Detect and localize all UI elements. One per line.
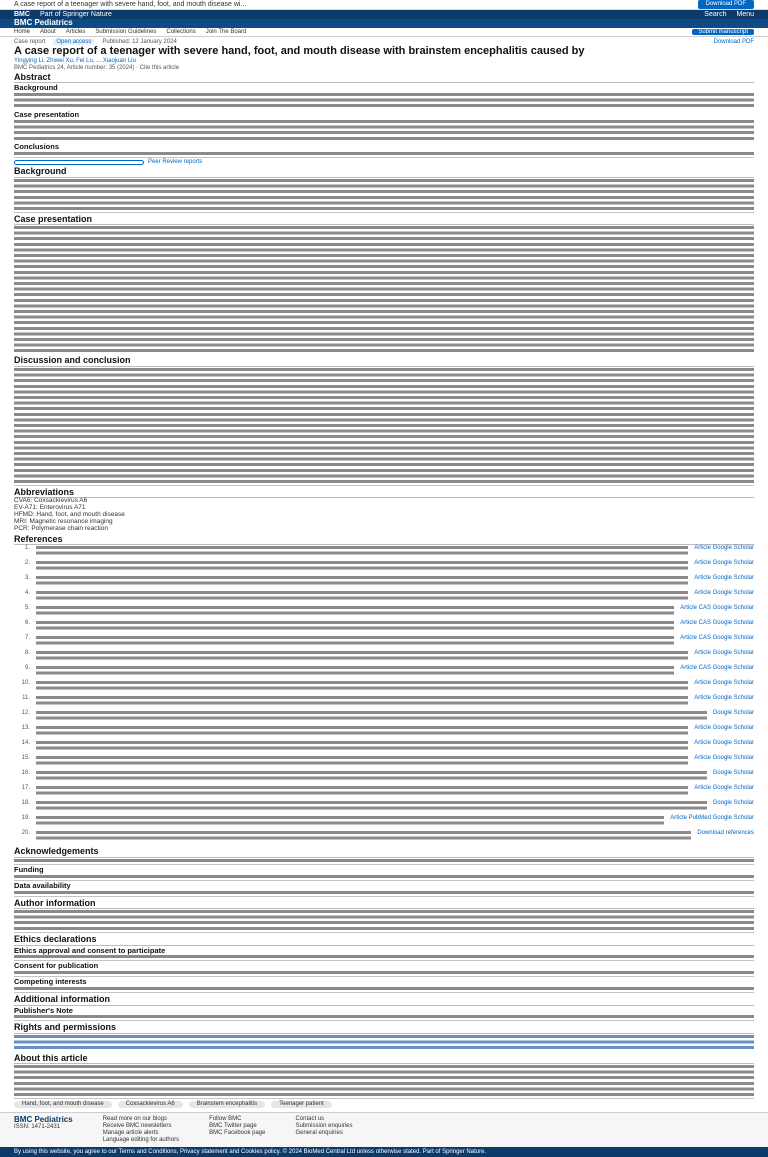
reference-item	[14, 560, 754, 575]
reference-links[interactable]: Google Scholar	[712, 710, 754, 717]
article-short-title: A case report of a teenager with severe hand, foot, and mouth disease wi...	[14, 0, 247, 8]
reference-links[interactable]: Article Google Scholar	[694, 590, 754, 597]
reference-links[interactable]: Article Google Scholar	[694, 695, 754, 702]
references-heading: References	[14, 535, 754, 545]
reference-text	[36, 681, 688, 692]
springer-nature-link[interactable]: Part of Springer Nature	[39, 10, 112, 18]
background-text	[14, 179, 754, 213]
reference-item	[14, 740, 754, 755]
reference-links[interactable]: Article Google Scholar	[694, 725, 754, 732]
site-footer	[0, 1112, 768, 1147]
about-heading: About this article	[14, 1054, 754, 1064]
author-info-text	[14, 910, 754, 933]
journal-name[interactable]: BMC Pediatrics	[14, 18, 73, 28]
article-type: Case report	[14, 39, 46, 45]
availability-heading: Data availability	[14, 880, 71, 890]
abstract-case-text	[14, 120, 754, 142]
acknowledgements-text	[14, 859, 754, 865]
reference-item	[14, 590, 754, 605]
reference-links[interactable]: Download references	[697, 830, 754, 837]
footer-link[interactable]: Submission enquiries	[295, 1122, 353, 1129]
reference-links[interactable]: Article CAS Google Scholar	[680, 605, 754, 612]
reference-links[interactable]: Article Google Scholar	[694, 785, 754, 792]
reference-links[interactable]: Article Google Scholar	[694, 575, 754, 582]
reference-links[interactable]: Article Google Scholar	[694, 680, 754, 687]
reference-item	[14, 830, 754, 845]
case-text	[14, 226, 754, 354]
reference-number: 15.	[21, 755, 30, 762]
footer-link[interactable]: Follow BMC	[209, 1115, 242, 1122]
reference-text	[36, 561, 688, 572]
reference-text	[36, 831, 691, 842]
rights-heading: Rights and permissions	[14, 1023, 754, 1033]
footer-link[interactable]: Contact us	[295, 1115, 325, 1122]
ethics-approval-heading: Ethics approval and consent to participate	[14, 945, 166, 955]
reference-number: 1.	[24, 545, 30, 552]
reference-number: 2.	[24, 560, 30, 567]
reference-text	[36, 786, 688, 797]
nav-about[interactable]: About	[40, 28, 56, 35]
footer-legal: By using this website, you agree to our Terms and Conditions, Privacy statement and Cookies policy. © 2024 BioMed Central Ltd unless otherwise stated. Part of Springer Nature.	[0, 1147, 768, 1157]
footer-link[interactable]: Receive BMC newsletters	[102, 1122, 172, 1129]
abstract-conclusions-text	[14, 152, 754, 158]
reference-links[interactable]: Google Scholar	[712, 770, 754, 777]
abstract-background-text	[14, 93, 754, 110]
journal-nav	[0, 28, 768, 37]
competing-interests-text	[14, 987, 754, 993]
reference-links[interactable]: Article Google Scholar	[694, 560, 754, 567]
article-title: A case report of a teenager with severe hand, foot, and mouth disease with brainstem encephalitis caused by	[14, 45, 585, 58]
reference-item	[14, 650, 754, 665]
reference-number: 11.	[22, 695, 30, 702]
reference-text	[36, 666, 674, 677]
nav-join-board[interactable]: Join The Board	[205, 28, 247, 35]
menu-button[interactable]: Menu	[736, 10, 754, 18]
abstract-heading: Abstract	[14, 73, 754, 83]
bmc-logo[interactable]: BMC	[14, 10, 30, 18]
article-page	[0, 39, 768, 1108]
citation-line: BMC Pediatrics 24, Article number: 35 (2024) · Cite this article	[14, 64, 180, 71]
reference-text	[36, 801, 707, 812]
keyword-chip[interactable]: Hand, foot, and mouth disease	[14, 1101, 112, 1107]
footer-links-col-1	[103, 1116, 179, 1144]
acknowledgements-heading: Acknowledgements	[14, 847, 754, 857]
reference-number: 8.	[24, 650, 30, 657]
abbreviation-item: CVA6: Coxsackievirus A6	[14, 497, 88, 504]
peer-review-label[interactable]: Peer Review reports	[148, 158, 203, 165]
abstract-background-heading: Background	[14, 83, 58, 93]
abstract-conclusions-heading: Conclusions	[14, 142, 60, 152]
reference-item	[14, 725, 754, 740]
discussion-heading: Discussion and conclusion	[14, 356, 754, 366]
footer-journal-name[interactable]: BMC Pediatrics	[14, 1114, 73, 1124]
reference-number: 3.	[24, 575, 30, 582]
nav-collections[interactable]: Collections	[166, 28, 196, 35]
reference-number: 10.	[21, 680, 30, 687]
additional-info-heading: Additional information	[14, 995, 754, 1005]
nav-articles[interactable]: Articles	[65, 28, 86, 35]
nav-home[interactable]: Home	[14, 28, 31, 35]
background-heading: Background	[14, 167, 754, 177]
reference-item	[14, 710, 754, 725]
abbreviation-item: HFMD: Hand, foot, and mouth disease	[14, 511, 125, 518]
reference-text	[36, 621, 674, 632]
peer-review-toggle[interactable]	[14, 159, 754, 165]
funding-text	[14, 875, 754, 881]
reference-text	[36, 591, 688, 602]
reference-item	[14, 755, 754, 770]
reference-number: 14.	[21, 740, 30, 747]
reference-text	[36, 576, 688, 587]
reference-links[interactable]: Article Google Scholar	[694, 650, 754, 657]
publisher-note-text	[14, 1015, 754, 1021]
reference-number: 18.	[21, 800, 30, 807]
abbreviation-item: EV-A71: Enterovirus A71	[14, 504, 86, 511]
footer-link[interactable]: BMC Twitter page	[209, 1122, 257, 1129]
search-button[interactable]: Search	[704, 10, 727, 18]
reference-item	[14, 665, 754, 680]
consent-publication-heading: Consent for publication	[14, 961, 99, 971]
keyword-chip[interactable]: Brainstem encephalitis	[189, 1101, 265, 1107]
about-text	[14, 1065, 754, 1099]
open-access-badge: Open access	[53, 39, 94, 45]
reference-number: 4.	[24, 590, 30, 597]
reference-text	[36, 756, 688, 767]
reference-item	[14, 680, 754, 695]
reference-number: 13.	[21, 725, 30, 732]
reference-item	[14, 815, 754, 830]
reference-number: 12.	[21, 710, 30, 717]
reference-number: 7.	[24, 635, 30, 642]
submit-manuscript-button[interactable]: Submit manuscript	[692, 29, 754, 35]
reference-item	[14, 545, 754, 560]
footer-link[interactable]: Manage article alerts	[102, 1129, 159, 1136]
reference-text	[36, 546, 688, 557]
reference-text	[36, 816, 664, 827]
reference-number: 9.	[24, 665, 30, 672]
reference-text	[36, 636, 674, 647]
reference-links[interactable]: Article CAS Google Scholar	[680, 665, 754, 672]
reference-text	[36, 741, 688, 752]
reference-item	[14, 575, 754, 590]
footer-links-col-3	[295, 1116, 352, 1144]
reference-item	[14, 785, 754, 800]
keywords	[14, 1101, 754, 1107]
reference-item	[14, 770, 754, 785]
availability-text	[14, 891, 754, 897]
nav-submission-guidelines[interactable]: Submission Guidelines	[95, 28, 157, 35]
reference-number: 16.	[21, 770, 30, 777]
reference-number: 19.	[21, 815, 30, 822]
ethics-heading: Ethics declarations	[14, 935, 754, 945]
download-pdf-button[interactable]: Download PDF	[698, 0, 754, 8]
abstract-case-heading: Case presentation	[14, 110, 80, 120]
reference-text	[36, 771, 707, 782]
reference-links[interactable]: Article Google Scholar	[694, 545, 754, 552]
abbreviation-item: PCR: Polymerase chain reaction	[14, 525, 108, 532]
reference-links[interactable]: Article CAS Google Scholar	[680, 620, 754, 627]
reference-text	[36, 726, 688, 737]
footer-link[interactable]: Read more on our blogs	[102, 1115, 168, 1122]
top-article-bar	[0, 0, 768, 10]
reference-number: 5.	[24, 605, 30, 612]
funding-heading: Funding	[14, 864, 44, 874]
author-info-heading: Author information	[14, 899, 754, 909]
reference-text	[36, 711, 707, 722]
case-heading: Case presentation	[14, 215, 754, 225]
footer-link[interactable]: BMC Facebook page	[209, 1129, 266, 1136]
reference-text	[36, 651, 688, 662]
keyword-chip[interactable]: Coxsackievirus A6	[118, 1101, 183, 1107]
reference-links[interactable]: Article PubMed Google Scholar	[670, 815, 754, 822]
rights-text[interactable]	[14, 1035, 754, 1052]
reference-item	[14, 605, 754, 620]
publisher-bar	[0, 10, 768, 19]
abbreviations-heading: Abbreviations	[14, 488, 754, 498]
reference-links[interactable]: Google Scholar	[712, 800, 754, 807]
author-list[interactable]: Yingying Li, Zhiwei Xu, Fei Lu, ... Xiaojuan Liu	[14, 58, 136, 65]
reference-links[interactable]: Article Google Scholar	[694, 755, 754, 762]
reference-list	[14, 545, 754, 845]
reference-text	[36, 696, 688, 707]
footer-link[interactable]: Language editing for authors	[102, 1136, 180, 1143]
download-pdf-link[interactable]: Download PDF	[713, 39, 754, 45]
ethics-approval-text	[14, 955, 754, 961]
competing-interests-heading: Competing interests	[14, 977, 87, 987]
abbreviation-item: MRI: Magnetic resonance imaging	[14, 518, 113, 525]
reference-links[interactable]: Article CAS Google Scholar	[680, 635, 754, 642]
journal-title-bar	[0, 19, 768, 28]
discussion-text	[14, 368, 754, 486]
reference-number: 6.	[24, 620, 30, 627]
reference-links[interactable]: Article Google Scholar	[694, 740, 754, 747]
footer-links-col-2	[209, 1116, 265, 1144]
publisher-note-heading: Publisher's Note	[14, 1005, 73, 1015]
consent-publication-text	[14, 971, 754, 977]
keyword-chip[interactable]: Teenager patient	[271, 1101, 332, 1107]
footer-journal-col	[14, 1116, 73, 1144]
reference-text	[36, 606, 674, 617]
peer-review-bar[interactable]	[14, 160, 144, 165]
published-date: Published: 12 January 2024	[102, 39, 177, 45]
reference-item	[14, 635, 754, 650]
reference-item	[14, 620, 754, 635]
reference-number: 17.	[21, 785, 30, 792]
reference-number: 20.	[21, 830, 30, 837]
footer-link[interactable]: General enquiries	[295, 1129, 343, 1136]
reference-item	[14, 800, 754, 815]
abbreviations-list	[14, 498, 754, 533]
footer-issn: ISSN: 1471-2431	[14, 1124, 61, 1130]
reference-item	[14, 695, 754, 710]
